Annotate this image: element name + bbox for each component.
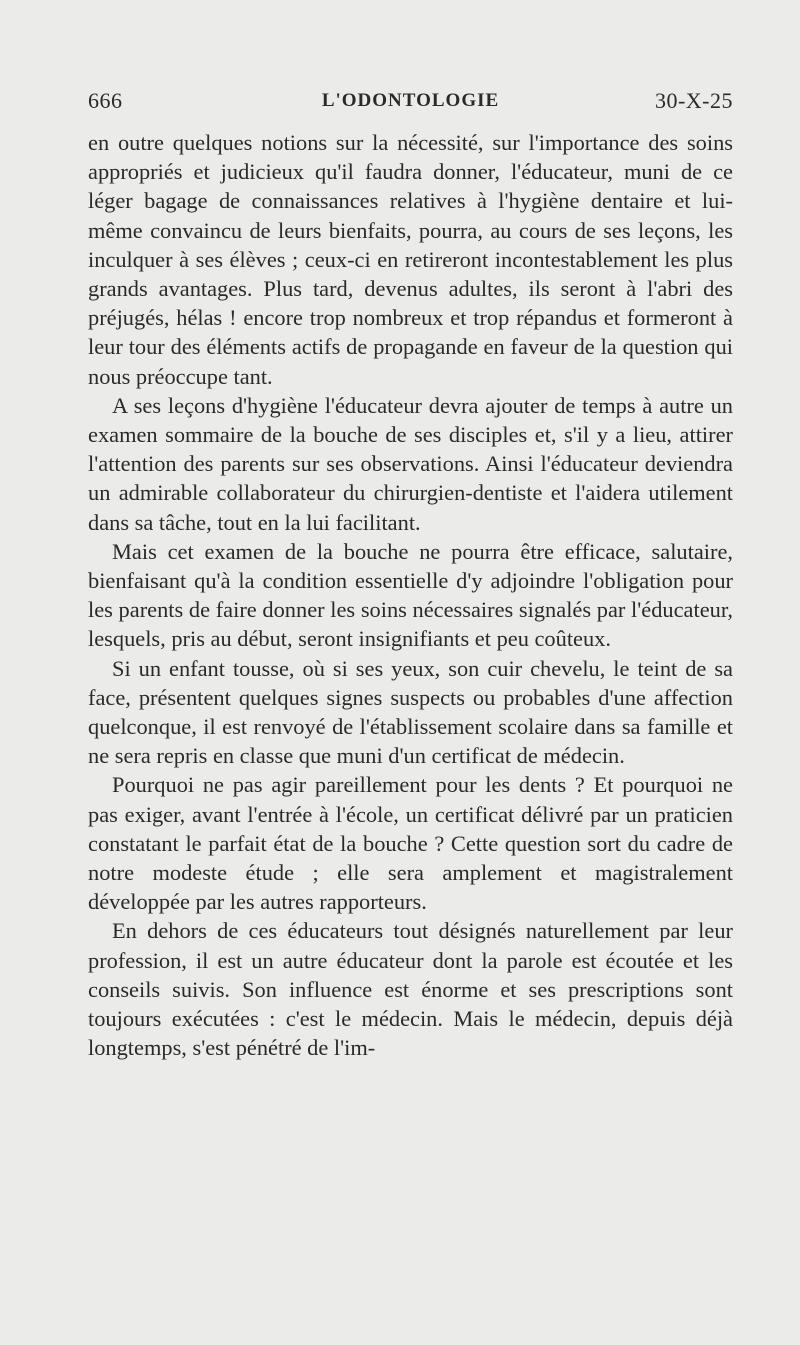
paragraph: Mais cet examen de la bouche ne pourra être efficace, salutaire, bienfaisant qu'à la condition essentielle d'y adjoindre l'obligation pour les parents de faire donner les soins nécessaires signalés par l'éducateur, lesquels, pris au début, seront insignifiants et peu coûteux. [88,538,733,652]
paragraph: Pourquoi ne pas agir pareillement pour les dents ? Et pourquoi ne pas exiger, avant l'entrée à l'école, un certificat délivré par un praticien constatant le parfait état de la bouche ? Cette question sort du cadre de notre modeste étude ; elle sera amplement et magistralement développée par les autres rapporteurs. [88,772,733,915]
body-text [88,128,733,1063]
paragraph: En dehors de ces éducateurs tout désignés naturellement par leur profession, il est un autre éducateur dont la parole est écoutée et les conseils suivis. Son influence est énorme et ses prescriptions sont toujours exécutées : c'est le médecin. Mais le médecin, depuis déjà longtemps, s'est pénétré de l'im- [88,918,733,1061]
page-number: 666 [88,88,123,113]
journal-title: L'ODONTOLOGIE [321,90,500,111]
paragraph: Si un enfant tousse, où si ses yeux, son cuir chevelu, le teint de sa face, présentent quelques signes suspects ou probables d'une affection quelconque, il est renvoyé de l'établissement scolaire dans sa famille et ne sera repris en classe que muni d'un certificat de médecin. [88,655,733,769]
issue-date: 30-X-25 [654,88,733,113]
paragraph: A ses leçons d'hygiène l'éducateur devra ajouter de temps à autre un examen sommaire de la bouche de ses disciples et, s'il y a lieu, attirer l'attention des parents sur ses observations. Ainsi l'éducateur deviendra un admirable collaborateur du chirurgien-dentiste et l'aidera utilement dans sa tâche, tout en la lui facilitant. [88,392,733,535]
running-header [88,88,733,118]
paragraph-continuation: en outre quelques notions sur la nécessité, sur l'importance des soins appropriés et judicieux qu'il faudra donner, l'éducateur, muni de ce léger bagage de connaissances relatives à l'hygiène dentaire et lui-même convaincu de leurs bienfaits, pourra, au cours de ses leçons, les inculquer à ses élèves ; ceux-ci en retireront incontestablement les plus grands avantages. Plus tard, devenus adultes, ils seront à l'abri des préjugés, hélas ! encore trop nombreux et trop répandus et formeront à leur tour des éléments actifs de propagande en faveur de la question qui nous préoccupe tant. [88,130,733,389]
